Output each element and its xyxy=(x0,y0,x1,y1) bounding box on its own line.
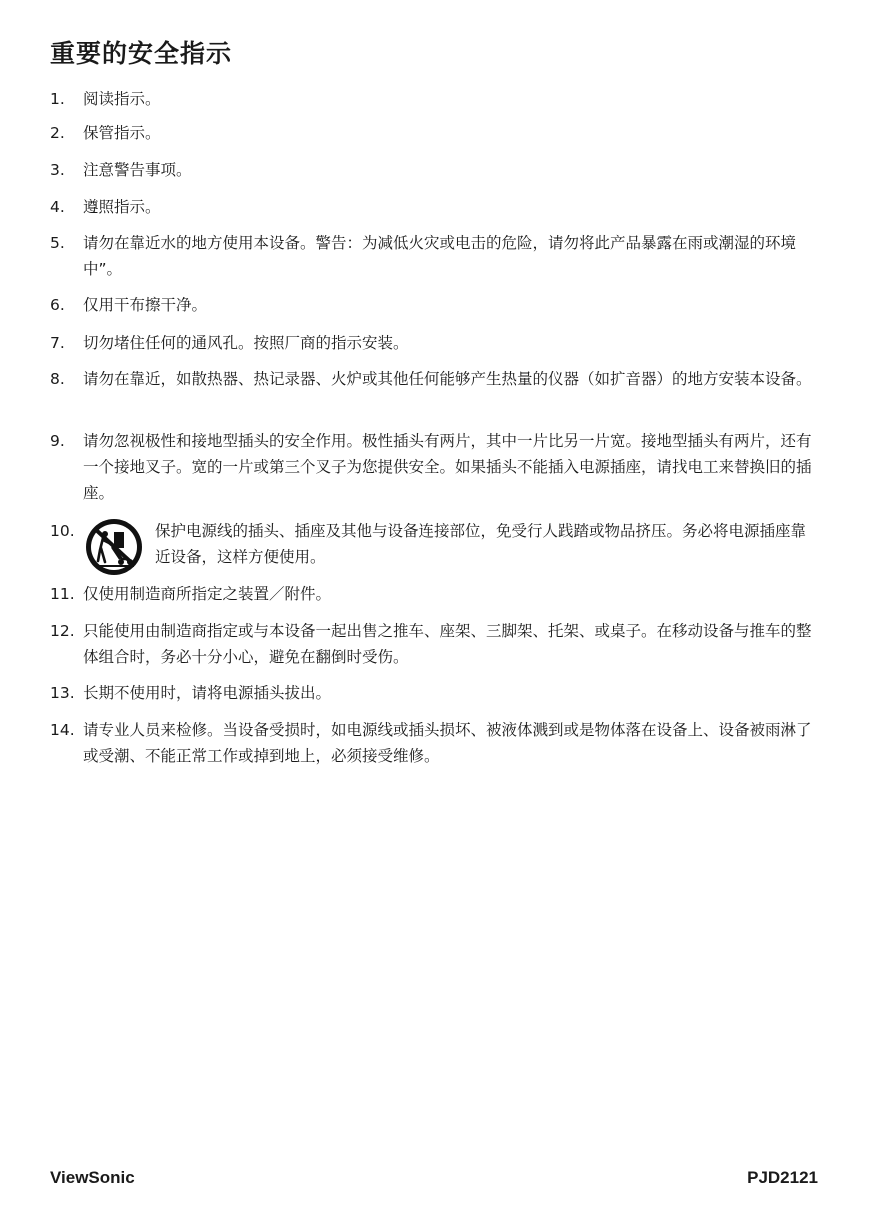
item-number: 5. xyxy=(50,234,65,252)
item-number: 2. xyxy=(50,124,65,142)
item-text: 请专业人员来检修。当设备受损时，如电源线或插头损坏、被液体溅到或是物体落在设备上、设备被雨淋了或受潮、不能正常工作或掉到地上，必须接受维修。 xyxy=(83,721,812,765)
cart-tip-over-warning-icon xyxy=(84,517,144,577)
page-title: 重要的安全指示 xyxy=(50,39,233,68)
item-text: 保管指示。 xyxy=(83,124,161,142)
footer-brand: ViewSonic xyxy=(50,1168,135,1187)
item-number: 14. xyxy=(50,721,75,739)
item-number: 13. xyxy=(50,684,75,702)
item-text: 只能使用由制造商指定或与本设备一起出售之推车、座架、三脚架、托架、或桌子。在移动设备与推车的整体组合时，务必十分小心，避免在翻倒时受伤。 xyxy=(83,622,812,666)
item-number: 6. xyxy=(50,296,65,314)
item-text: 长期不使用时，请将电源插头拔出。 xyxy=(83,684,332,702)
item-number: 10. xyxy=(50,522,75,540)
item-number: 8. xyxy=(50,370,65,388)
item-text: 请勿在靠近，如散热器、热记录器、火炉或其他任何能够产生热量的仪器（如扩音器）的地方安装本设备。 xyxy=(83,370,812,388)
item-number: 3. xyxy=(50,161,65,179)
item-text: 仅用干布擦干净。 xyxy=(83,296,208,314)
item-number: 11. xyxy=(50,585,75,603)
item-number: 9. xyxy=(50,432,65,450)
item-text: 阅读指示。 xyxy=(83,90,161,108)
item-number: 1. xyxy=(50,90,65,108)
item-number: 7. xyxy=(50,334,65,352)
item-text: 仅使用制造商所指定之装置／附件。 xyxy=(83,585,332,603)
item-text: 注意警告事项。 xyxy=(83,161,192,179)
item-text: 遵照指示。 xyxy=(83,198,161,216)
item-text: 切勿堵住任何的通风孔。按照厂商的指示安装。 xyxy=(83,334,409,352)
item-text: 请勿忽视极性和接地型插头的安全作用。极性插头有两片，其中一片比另一片宽。接地型插头有两片，还有一个接地叉子。宽的一片或第三个叉子为您提供安全。如果插头不能插入电源插座，请找电工来替换旧的插座。 xyxy=(83,432,812,502)
item-number: 4. xyxy=(50,198,65,216)
item-text: 保护电源线的插头、插座及其他与设备连接部位，免受行人践踏或物品挤压。务必将电源插座靠近设备，这样方便使用。 xyxy=(155,522,807,566)
item-text: 请勿在靠近水的地方使用本设备。警告：为减低火灾或电击的危险，请勿将此产品暴露在雨或潮湿的环境中”。 xyxy=(83,234,797,278)
item-number: 12. xyxy=(50,622,75,640)
footer-model: PJD2121 xyxy=(747,1168,818,1187)
